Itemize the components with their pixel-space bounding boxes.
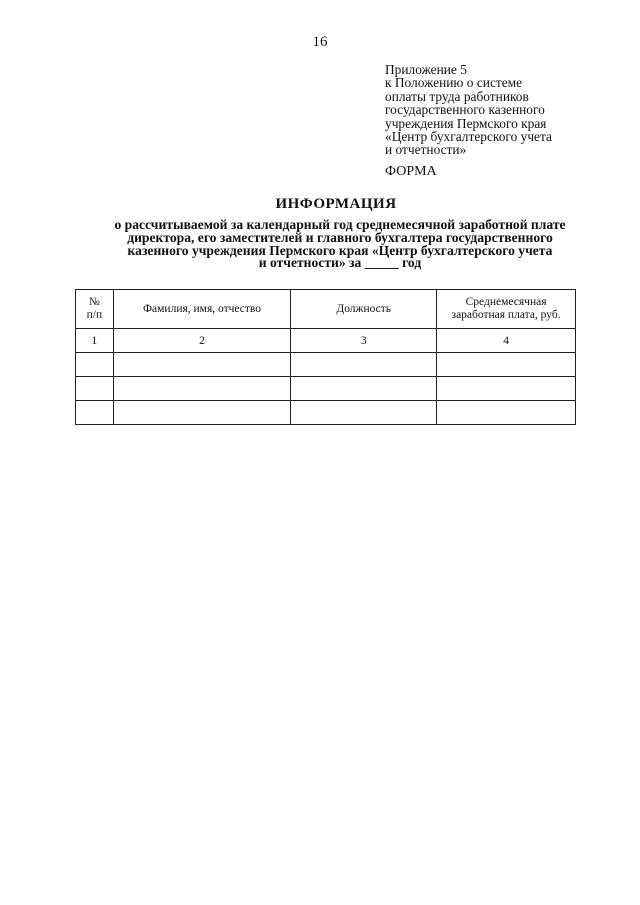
subtitle-line: директора, его заместителей и главного бухгалтера государственного bbox=[127, 229, 553, 245]
page-number: 16 bbox=[312, 34, 328, 50]
appendix-line: оплаты труда работников bbox=[385, 88, 529, 104]
table-cell: 1 bbox=[76, 329, 114, 353]
table-header-row bbox=[76, 290, 576, 329]
header-number: № п/п bbox=[76, 290, 114, 329]
appendix-line: учреждения Пермского края bbox=[385, 115, 547, 131]
subtitle-line: казенного учреждения Пермского края «Центр бухгалтерского учета bbox=[127, 242, 553, 258]
table-row bbox=[76, 353, 576, 377]
header-full-name: Фамилия, имя, отчество bbox=[113, 290, 291, 329]
table-cell[interactable] bbox=[76, 377, 114, 401]
appendix-line: государственного казенного bbox=[385, 102, 545, 118]
table-cell: 2 bbox=[113, 329, 291, 353]
table-cell[interactable] bbox=[291, 377, 437, 401]
table-cell[interactable] bbox=[113, 377, 291, 401]
appendix-line: «Центр бухгалтерского учета bbox=[385, 129, 552, 145]
table-row bbox=[76, 377, 576, 401]
table-cell: 4 bbox=[437, 329, 576, 353]
appendix-reference bbox=[385, 63, 625, 157]
subtitle-line: о рассчитываемой за календарный год среднемесячной заработной плате bbox=[114, 217, 566, 232]
appendix-line: к Положению о системе bbox=[385, 75, 523, 91]
header-position: Должность bbox=[291, 290, 437, 329]
table-cell[interactable] bbox=[437, 353, 576, 377]
table-cell: 3 bbox=[291, 329, 437, 353]
appendix-line: Приложение 5 bbox=[385, 62, 467, 77]
document-title: ИНФОРМАЦИЯ bbox=[275, 196, 397, 212]
header-average-salary: Среднемесячная заработная плата, руб. bbox=[437, 290, 576, 329]
table-cell[interactable] bbox=[437, 401, 576, 425]
appendix-line: и отчетности» bbox=[385, 142, 467, 158]
table-cell[interactable] bbox=[76, 401, 114, 425]
form-label: ФОРМА bbox=[385, 164, 437, 179]
table-cell[interactable] bbox=[291, 353, 437, 377]
table-row bbox=[76, 401, 576, 425]
table-cell[interactable] bbox=[113, 401, 291, 425]
document-subtitle bbox=[60, 219, 620, 270]
salary-info-table bbox=[75, 289, 576, 425]
table-cell[interactable] bbox=[291, 401, 437, 425]
table-cell[interactable] bbox=[113, 353, 291, 377]
column-numbering-row bbox=[76, 329, 576, 353]
table-cell[interactable] bbox=[76, 353, 114, 377]
subtitle-line: и отчетности» за _____ год bbox=[258, 255, 422, 271]
table-cell[interactable] bbox=[437, 377, 576, 401]
